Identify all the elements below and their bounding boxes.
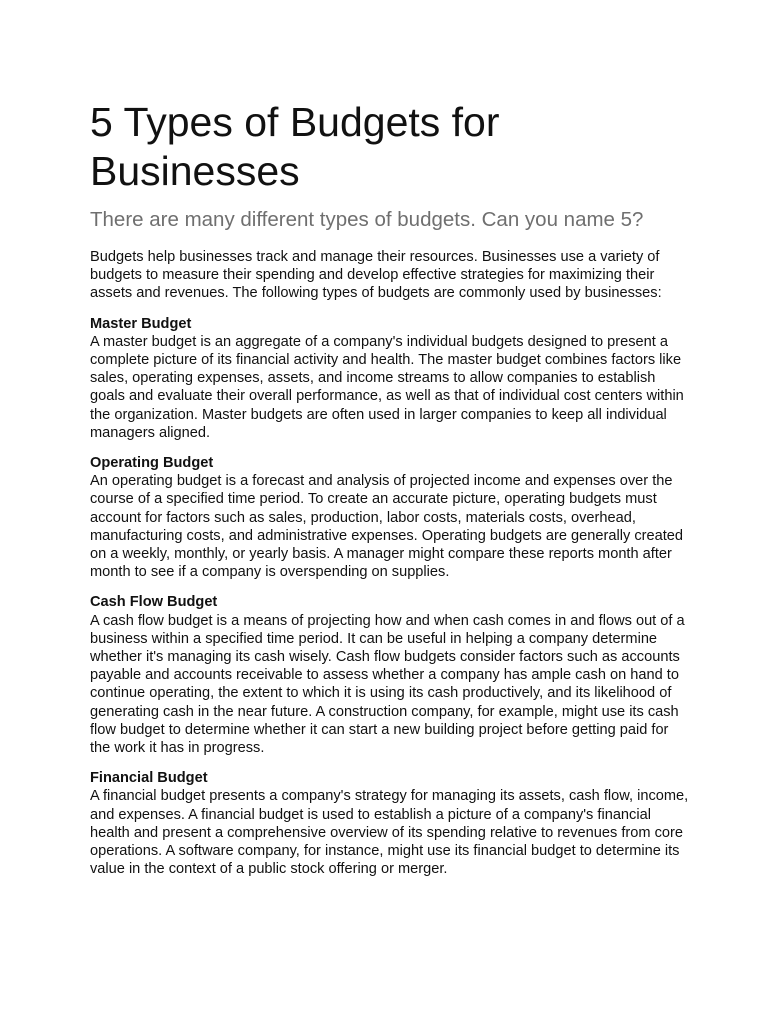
section-body: An operating budget is a forecast and analysis of projected income and expenses over the course of a specified time period. To create an accurate picture, operating budgets must account for factors such as sales, production, labor costs, materials costs, overhead, manufacturing costs, and administrative expenses. Operating budgets are generally created on a weekly, monthly, or yearly basis. A manager might compare these reports month after month to see if a company is overspending on supplies. [90, 473, 684, 581]
section-heading: Financial Budget [90, 770, 208, 787]
section-financial-budget [90, 769, 690, 878]
page-subtitle: There are many different types of budgets. Can you name 5? [90, 208, 644, 231]
section-operating-budget [90, 454, 690, 581]
section-body: A cash flow budget is a means of projecting how and when cash comes in and flows out of a business within a specified time period. It can be useful in helping a company determine whether it's managing its cash wisely. Cash flow budgets consider factors such as accounts payable and accounts receivable to assess whether a company has ample cash on hand to continue operating, the extent to which it is using its cash productively, and its likelihood of generating cash in the near future. A construction company, for example, might use its cash flow budget to determine whether it can start a new building project before getting paid for the work it has in progress. [90, 612, 685, 757]
section-master-budget [90, 315, 690, 442]
section-cash-flow-budget [90, 593, 690, 757]
section-heading: Operating Budget [90, 455, 214, 472]
page-title: 5 Types of Budgets for Businesses [90, 99, 500, 194]
section-body: A master budget is an aggregate of a company's individual budgets designed to present a complete picture of its financial activity and health. The master budget combines factors like sales, operating expenses, assets, and income streams to allow companies to establish goals and evaluate their overall performance, as well as that of individual cost centers within the organization. Master budgets are often used in larger companies to keep all individual managers aligned. [90, 333, 684, 441]
document-page [90, 98, 690, 879]
section-heading: Cash Flow Budget [90, 594, 218, 611]
intro-paragraph: Budgets help businesses track and manage their resources. Businesses use a variety of budgets to measure their spending and develop effective strategies for maximizing their assets and revenues. The following types of budgets are commonly used by businesses: [90, 249, 662, 302]
section-heading: Master Budget [90, 315, 192, 332]
section-body: A financial budget presents a company's strategy for managing its assets, cash flow, income, and expenses. A financial budget is used to establish a picture of a company's financial health and present a comprehensive overview of its spending relative to revenues from core operations. A software company, for instance, might use its financial budget to determine its value in the context of a public stock offering or merger. [90, 788, 689, 878]
